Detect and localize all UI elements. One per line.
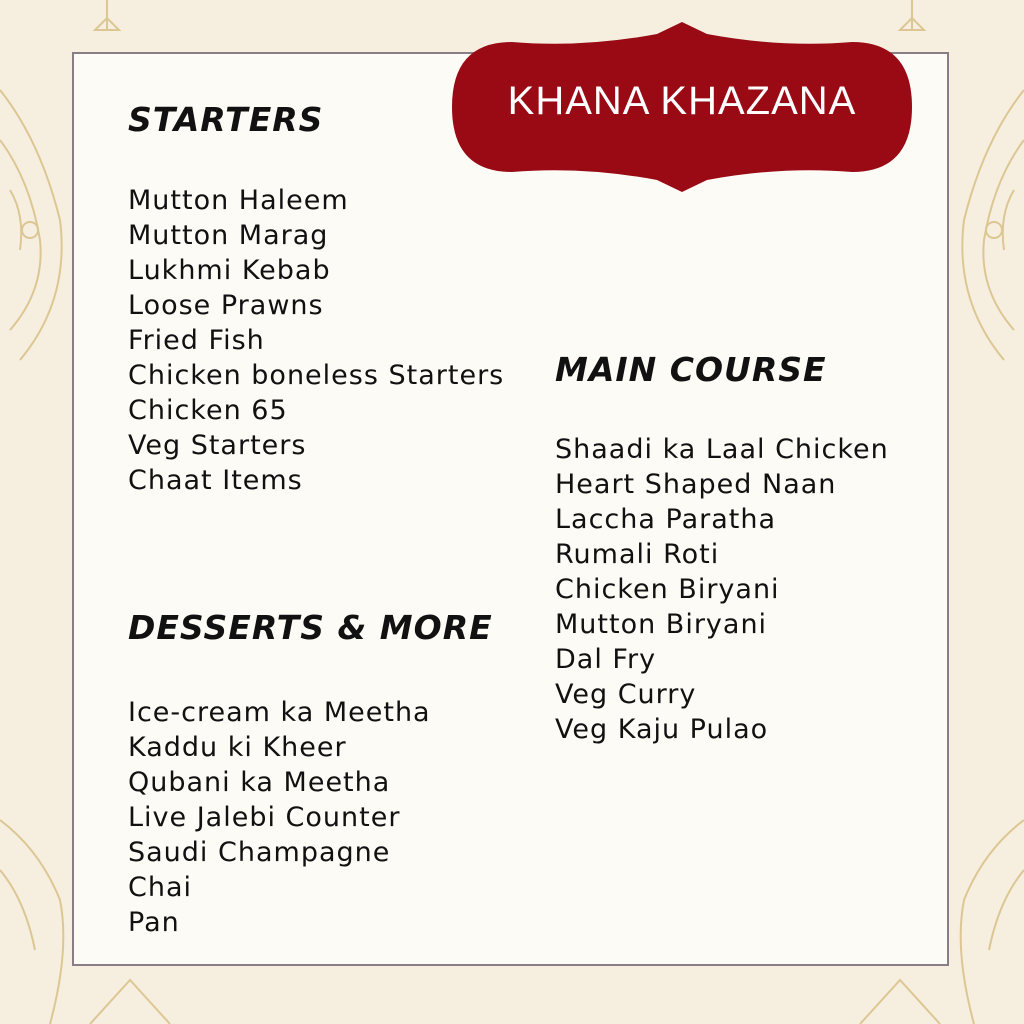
menu-item: Ice-cream ka Meetha xyxy=(128,697,431,728)
menu-item: Lukhmi Kebab xyxy=(128,255,331,286)
desserts-section xyxy=(128,608,493,940)
menu-item: Fried Fish xyxy=(128,325,265,356)
menu-item: Chai xyxy=(128,872,193,903)
starters-list xyxy=(128,183,504,498)
main-course-section xyxy=(555,350,889,747)
menu-item: Chicken boneless Starters xyxy=(128,360,505,391)
menu-item: Chicken Biryani xyxy=(555,574,780,605)
restaurant-name: KHANA KHAZANA xyxy=(507,79,857,123)
menu-item: Pan xyxy=(128,907,180,938)
menu-item: Qubani ka Meetha xyxy=(128,767,391,798)
menu-item: Shaadi ka Laal Chicken xyxy=(555,434,889,465)
starters-section xyxy=(128,100,504,498)
menu-item: Veg Starters xyxy=(128,430,307,461)
menu-item: Kaddu ki Kheer xyxy=(128,732,347,763)
menu-item: Chaat Items xyxy=(128,465,303,496)
menu-item: Heart Shaped Naan xyxy=(555,469,837,500)
menu-item: Chicken 65 xyxy=(128,395,288,426)
section-heading: STARTERS xyxy=(128,100,324,139)
menu-item: Veg Curry xyxy=(555,679,697,710)
menu-item: Mutton Marag xyxy=(128,220,329,251)
menu-item: Dal Fry xyxy=(555,644,657,675)
menu-item: Rumali Roti xyxy=(555,539,720,570)
menu-item: Saudi Champagne xyxy=(128,837,391,868)
menu-item: Mutton Biryani xyxy=(555,609,768,640)
menu-item: Veg Kaju Pulao xyxy=(555,714,769,745)
title-banner xyxy=(452,22,912,192)
section-heading: DESSERTS & MORE xyxy=(128,608,493,647)
menu-item: Loose Prawns xyxy=(128,290,324,321)
menu-item: Live Jalebi Counter xyxy=(128,802,401,833)
menu-item: Laccha Paratha xyxy=(555,504,777,535)
section-heading: MAIN COURSE xyxy=(555,350,827,389)
desserts-list xyxy=(128,695,493,940)
main-course-list xyxy=(555,432,889,747)
menu-item: Mutton Haleem xyxy=(128,185,349,216)
